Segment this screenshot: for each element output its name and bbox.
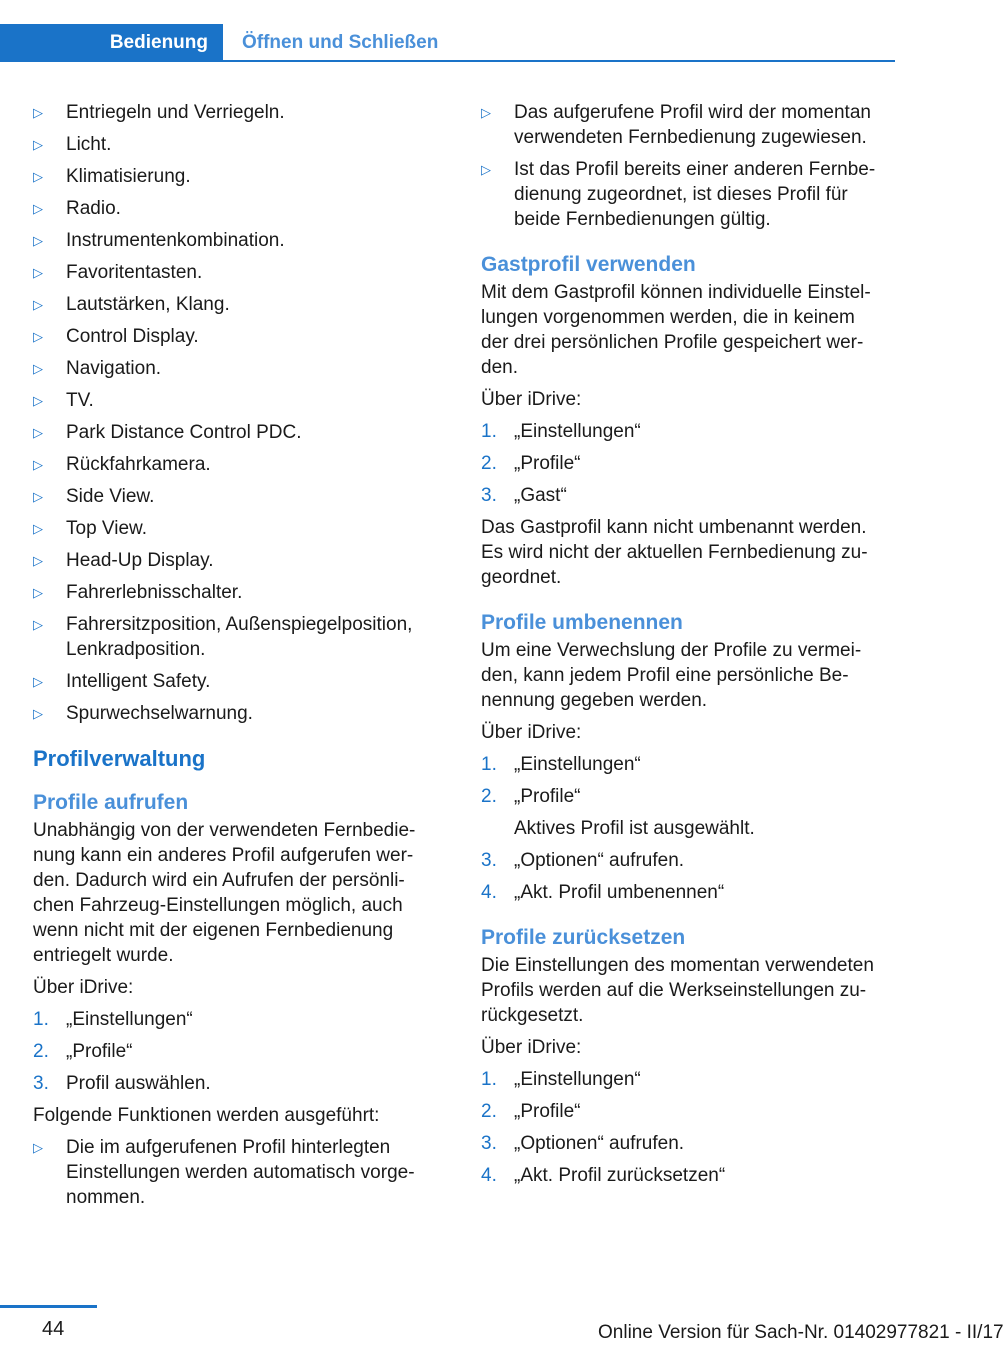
step-number: 2.: [33, 1041, 49, 1062]
step-number: 3.: [33, 1073, 49, 1094]
step-note: Aktives Profil ist ausgewählt.: [514, 818, 755, 839]
list-item: [33, 484, 438, 509]
step-number: 2.: [481, 786, 497, 807]
list-item: [481, 100, 886, 150]
paragraph-call-profiles: Unabhängig von der verwendeten Fernbedie-nung kann ein anderes Profil aufgerufen wer-den. Dadurch wird ein Aufrufen der persönli-chen Fahrzeug-Einstellungen möglich, auch wenn nicht mit der eigenen Fernbedienung entriegelt wurde.: [33, 820, 416, 966]
list-item: [33, 580, 438, 605]
step-text: „Optionen“ aufrufen.: [514, 1133, 685, 1154]
list-item: [33, 260, 438, 285]
triangle-bullet-icon: ▷: [33, 297, 43, 312]
section-tab: Bedienung: [0, 24, 223, 62]
list-item: [481, 1067, 886, 1092]
step-number: 2.: [481, 453, 497, 474]
step-number: 1.: [481, 421, 497, 442]
step-text: „Einstellungen“: [514, 1069, 641, 1090]
list-item-text: Entriegeln und Verriegeln.: [66, 102, 285, 123]
list-item: [33, 1071, 438, 1096]
triangle-bullet-icon: ▷: [33, 329, 43, 344]
chapter-tab: Öffnen und Schließen: [242, 32, 439, 53]
step-text: „Profile“: [514, 1101, 581, 1122]
list-item-text: Park Distance Control PDC.: [66, 422, 302, 443]
step-text: „Einstellungen“: [514, 754, 641, 775]
step-text: „Akt. Profil umbenennen“: [514, 882, 725, 903]
triangle-bullet-icon: ▷: [33, 617, 43, 632]
step-number: 3.: [481, 485, 497, 506]
list-item: [481, 1099, 886, 1124]
list-item: [33, 324, 438, 349]
list-item-text: Navigation.: [66, 358, 162, 379]
settings-list: [33, 100, 438, 726]
functions-intro: Folgende Funktionen werden ausgeführt:: [33, 1105, 380, 1126]
guest-profile-note: Das Gastprofil kann nicht umbenannt werden. Es wird nicht der aktuellen Fernbedienung zu-geordnet.: [481, 517, 868, 588]
list-item: [33, 356, 438, 381]
section-heading-profile-management: Profilverwaltung: [33, 746, 206, 771]
list-item-text: Top View.: [66, 518, 147, 539]
triangle-bullet-icon: ▷: [33, 393, 43, 408]
list-item-text: Klimatisierung.: [66, 166, 191, 187]
list-item-text: Control Display.: [66, 326, 199, 347]
subheading-call-profiles: Profile aufrufen: [33, 791, 189, 814]
page-number: 44: [42, 1318, 65, 1340]
list-item-text: Spurwechselwarnung.: [66, 703, 253, 724]
step-text: „Profile“: [514, 786, 581, 807]
list-item: [33, 1007, 438, 1032]
list-item: [481, 451, 886, 476]
step-number: 1.: [33, 1009, 49, 1030]
triangle-bullet-icon: ▷: [33, 137, 43, 152]
list-item-text: Fahrerlebnisschalter.: [66, 582, 243, 603]
triangle-bullet-icon: ▷: [481, 105, 491, 120]
list-item-text: Side View.: [66, 486, 155, 507]
triangle-bullet-icon: ▷: [33, 169, 43, 184]
step-number: 3.: [481, 1133, 497, 1154]
list-item: [33, 228, 438, 253]
list-item: [481, 1131, 886, 1156]
triangle-bullet-icon: ▷: [33, 361, 43, 376]
list-item: [481, 157, 886, 232]
triangle-bullet-icon: ▷: [33, 233, 43, 248]
list-item-text: Licht.: [66, 134, 112, 155]
step-number: 4.: [481, 882, 497, 903]
list-item: [33, 420, 438, 445]
triangle-bullet-icon: ▷: [33, 706, 43, 721]
list-item-text: Lautstärken, Klang.: [66, 294, 230, 315]
via-idrive-label: Über iDrive:: [481, 722, 582, 743]
list-item-text: Favoritentasten.: [66, 262, 203, 283]
list-item: [481, 419, 886, 444]
step-text: Profil auswählen.: [66, 1073, 211, 1094]
step-text: „Akt. Profil zurücksetzen“: [514, 1165, 726, 1186]
list-item: [33, 452, 438, 477]
list-item: [481, 784, 886, 809]
list-item-text: Instrumentenkombination.: [66, 230, 285, 251]
subheading-reset-profiles: Profile zurücksetzen: [481, 926, 686, 949]
triangle-bullet-icon: ▷: [33, 521, 43, 536]
step-text: „Optionen“ aufrufen.: [514, 850, 685, 871]
triangle-bullet-icon: ▷: [481, 162, 491, 177]
header-rule: [0, 60, 895, 62]
left-column: [33, 100, 438, 1217]
list-item-text: Das aufgerufene Profil wird der momentan verwendeten Fernbedienung zugewiesen.: [514, 102, 871, 148]
list-item: [481, 483, 886, 508]
step-number: 4.: [481, 1165, 497, 1186]
triangle-bullet-icon: ▷: [33, 457, 43, 472]
list-item: [33, 132, 438, 157]
paragraph-guest-profile: Mit dem Gastprofil können individuelle Einstel-lungen vorgenommen werden, die in keinem der drei persönlichen Profile gespeichert wer-den.: [481, 282, 871, 378]
list-item: [33, 100, 438, 125]
step-text: „Gast“: [514, 485, 567, 506]
list-item: [33, 164, 438, 189]
step-number: 1.: [481, 754, 497, 775]
steps-list-guest-profile: [481, 419, 886, 508]
triangle-bullet-icon: ▷: [33, 265, 43, 280]
list-item: [33, 548, 438, 573]
triangle-bullet-icon: ▷: [33, 489, 43, 504]
paragraph-rename-profiles: Um eine Verwechslung der Profile zu vermei-den, kann jedem Profil eine persönliche Be-nennung gegeben werden.: [481, 640, 862, 711]
footer-version-text: Online Version für Sach-Nr. 01402977821 - II/17: [598, 1322, 1004, 1343]
right-column: [481, 100, 886, 1195]
list-item: [33, 1135, 438, 1210]
triangle-bullet-icon: ▷: [33, 553, 43, 568]
subheading-rename-profiles: Profile umbenennen: [481, 611, 683, 634]
subheading-guest-profile: Gastprofil verwenden: [481, 253, 696, 276]
step-number: 3.: [481, 850, 497, 871]
step-text: „Profile“: [66, 1041, 133, 1062]
footer-rule: [0, 1305, 97, 1308]
list-item: [33, 388, 438, 413]
step-text: „Einstellungen“: [66, 1009, 193, 1030]
page-header: [0, 24, 895, 62]
via-idrive-label: Über iDrive:: [33, 977, 134, 998]
list-item: [33, 701, 438, 726]
triangle-bullet-icon: ▷: [33, 585, 43, 600]
list-item-text: Fahrersitzposition, Außenspiegelposition, Lenkradposition.: [66, 614, 413, 660]
via-idrive-label: Über iDrive:: [481, 1037, 582, 1058]
list-item: [33, 292, 438, 317]
list-item-text: Radio.: [66, 198, 121, 219]
step-text: „Profile“: [514, 453, 581, 474]
triangle-bullet-icon: ▷: [33, 425, 43, 440]
functions-list: [33, 1135, 438, 1210]
triangle-bullet-icon: ▷: [33, 105, 43, 120]
steps-list-rename-profiles: [481, 752, 886, 905]
step-text: „Einstellungen“: [514, 421, 641, 442]
steps-list-call-profiles: [33, 1007, 438, 1096]
list-item-text: Intelligent Safety.: [66, 671, 211, 692]
functions-list-continued: [481, 100, 886, 232]
paragraph-reset-profiles: Die Einstellungen des momentan verwendeten Profils werden auf die Werkseinstellungen zu-rückgesetzt.: [481, 955, 874, 1026]
step-number: 1.: [481, 1069, 497, 1090]
triangle-bullet-icon: ▷: [33, 201, 43, 216]
step-number: 2.: [481, 1101, 497, 1122]
list-item: [33, 196, 438, 221]
list-item: [33, 612, 438, 662]
list-item: [481, 752, 886, 777]
via-idrive-label: Über iDrive:: [481, 389, 582, 410]
triangle-bullet-icon: ▷: [33, 674, 43, 689]
triangle-bullet-icon: ▷: [33, 1140, 43, 1155]
list-item-text: TV.: [66, 390, 94, 411]
list-item-text: Die im aufgerufenen Profil hinterlegten Einstellungen werden automatisch vorge-nommen.: [66, 1137, 415, 1208]
list-item-text: Ist das Profil bereits einer anderen Fernbe-dienung zugeordnet, ist dieses Profil für beide Fernbedienungen gültig.: [514, 159, 876, 230]
list-item: [33, 516, 438, 541]
list-item: [481, 1163, 886, 1188]
list-item: [481, 880, 886, 905]
list-item-text: Head-Up Display.: [66, 550, 214, 571]
steps-list-reset-profiles: [481, 1067, 886, 1188]
list-item: [33, 1039, 438, 1064]
list-item-text: Rückfahrkamera.: [66, 454, 211, 475]
list-item: [481, 848, 886, 873]
list-item: [33, 669, 438, 694]
